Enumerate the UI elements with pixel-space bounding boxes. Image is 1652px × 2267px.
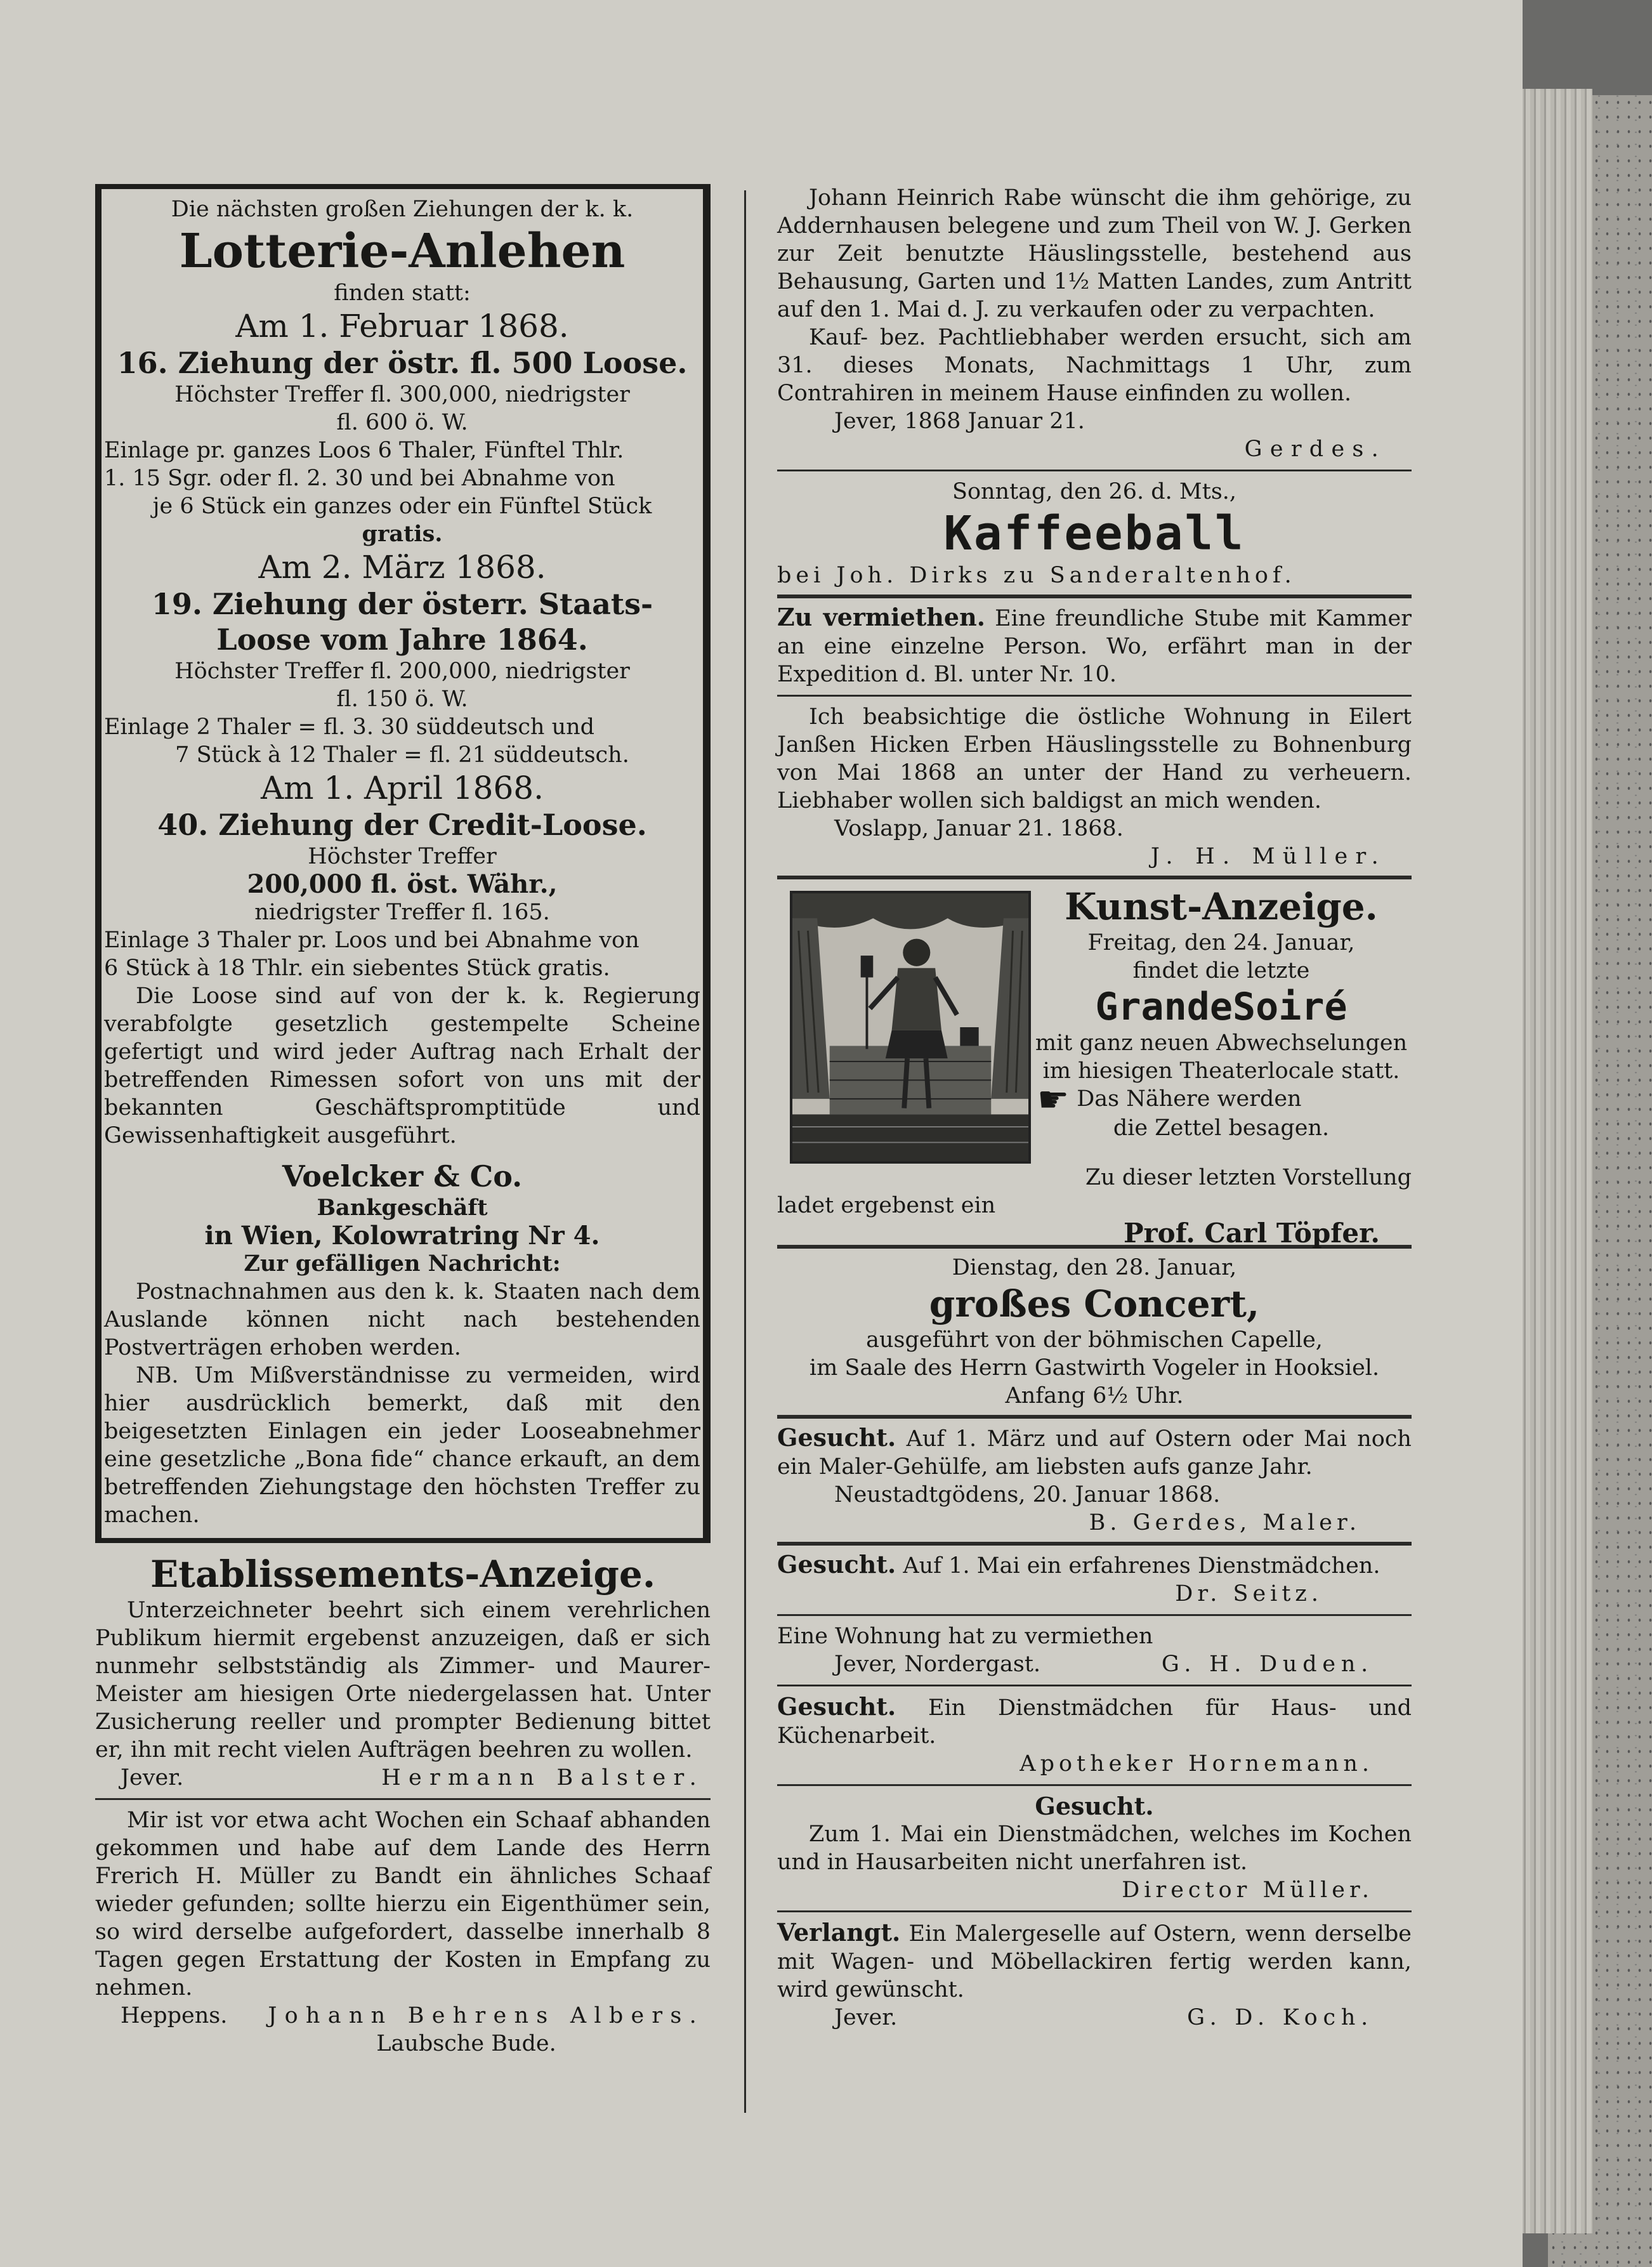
kaffee-line: bei Joh. Dirks zu Sanderaltenhof. (777, 563, 1296, 588)
rabe-signer: Gerdes. (1244, 437, 1386, 462)
divider (777, 876, 1412, 879)
draw3-line: niedrigster Treffer fl. 165. (254, 900, 550, 925)
column-rule (744, 190, 746, 2113)
draw1-line: Einlage pr. ganzes Loos 6 Thaler, Fünftel Thlr. (104, 438, 624, 463)
verlangt-signer: G. D. Koch. (1187, 2005, 1373, 2030)
draw1-line: gratis. (362, 521, 443, 547)
lottery-title: Lotterie-Anlehen (179, 224, 626, 279)
schaaf-place: Heppens. (121, 2003, 228, 2028)
concert-line: ausgeführt von der böhmischen Capelle, (866, 1327, 1323, 1353)
gesucht1-body: Auf 1. März und auf Ostern oder Mai noch ein Maler-Gehülfe, am liebsten aufs ganze Jahr. (777, 1426, 1412, 1480)
concert-date: Dienstag, den 28. Januar, (952, 1255, 1237, 1280)
divider (777, 1685, 1412, 1686)
gesucht4-head: Gesucht. (1035, 1792, 1154, 1820)
vermiethen-body: Eine freundliche Stube mit Kammer an eine einzelne Person. Wo, erfährt man in der Expedition d. Bl. unter Nr. 10. (777, 606, 1412, 687)
gesucht1-head: Gesucht. (777, 1423, 896, 1452)
kunst-line: Das Nähere werden (1077, 1086, 1302, 1112)
duden-body: Eine Wohnung hat zu vermiethen (777, 1624, 1153, 1649)
notice-heading: Zur gefälligen Nachricht: (244, 1251, 561, 1277)
kunst-title: Kunst-Anzeige. (1065, 885, 1378, 928)
draw2-line: 7 Stück à 12 Thaler = fl. 21 süddeutsch. (175, 742, 629, 768)
duden-signer: G. H. Duden. (1161, 1652, 1373, 1677)
etab-title: Etablissements-Anzeige. (150, 1553, 656, 1596)
concert-line: Anfang 6½ Uhr. (1005, 1383, 1184, 1409)
etab-place: Jever. (121, 1765, 184, 1791)
divider (777, 1910, 1412, 1912)
gesucht2-signer: Dr. Seitz. (1175, 1581, 1323, 1607)
kaffee-title: Kaffeeball (943, 506, 1245, 561)
draw1-line: je 6 Stück ein ganzes oder ein Fünftel Stück (152, 494, 652, 519)
firm-address: in Wien, Kolowratring Nr 4. (204, 1221, 600, 1251)
kunst-advert (777, 884, 1412, 1249)
gesucht3-signer: Apotheker Hornemann. (1019, 1751, 1373, 1777)
nb-text: NB. Um Mißverständnisse zu vermeiden, wird hier ausdrücklich bemerkt, daß mit den beigesetzten Einlagen ein jeder Looseabnehmer eine gesetzliche „Bona fide“ chance erkauft, an dem betreffenden Ziehungstage den höchsten Treffer zu machen. (104, 1363, 700, 1528)
wohnung-signer: J. H. Müller. (1150, 844, 1386, 869)
verlangt-place: Jever. (834, 2005, 898, 2030)
right-column (777, 184, 1412, 2032)
gesucht3-body: Ein Dienstmädchen für Haus- und Küchenarbeit. (777, 1695, 1412, 1749)
gesucht1-signer: B. Gerdes, Maler. (1089, 1510, 1361, 1535)
kunst-grande: GrandeSoiré (1095, 985, 1347, 1029)
divider (777, 470, 1412, 471)
draw2-date: Am 2. März 1868. (258, 549, 546, 586)
divider (777, 595, 1412, 598)
kaffee-date: Sonntag, den 26. d. Mts., (952, 479, 1237, 504)
draw2-line: fl. 150 ö. W. (336, 687, 468, 712)
kunst-line: Zu dieser letzten Vorstellung (1085, 1165, 1412, 1190)
wohnung-date: Voslapp, Januar 21. 1868. (834, 816, 1124, 841)
kunst-line: mit ganz neuen Abwechselungen (1035, 1030, 1408, 1056)
concert-title: großes Concert, (929, 1282, 1260, 1325)
gesucht3-head: Gesucht. (777, 1692, 896, 1721)
kunst-line: im hiesigen Theaterlocale statt. (1042, 1058, 1400, 1084)
draw1-line: 1. 15 Sgr. oder fl. 2. 30 und bei Abnahme von (104, 466, 615, 491)
left-column (95, 184, 711, 2058)
draw3-line: Einlage 3 Thaler pr. Loos und bei Abnahme von (104, 928, 639, 953)
etab-body: Unterzeichneter beehrt sich einem verehrlichen Publikum hiermit ergebenst anzuzeigen, daß er sich nunmehr selbstständig als Zimmer- und Maurer-Meister am hiesigen Orte niedergelassen hat. Unter Zusicherung reeller und prompter Bedienung bittet er, ihn mit recht vielen Aufträgen beehren zu wollen. (95, 1598, 711, 1763)
kunst-signer: Prof. Carl Töpfer. (1123, 1218, 1380, 1249)
draw2-title: 19. Ziehung der österr. Staats- (151, 587, 653, 621)
pointing-hand-icon: ☛ (1037, 1079, 1070, 1120)
kunst-line: ladet ergebenst ein (777, 1193, 996, 1218)
magician-woodcut-icon (790, 891, 1031, 1164)
draw3-line: Höchster Treffer (308, 844, 497, 869)
gesucht2-body: Auf 1. Mai ein erfahrenes Dienstmädchen. (903, 1553, 1380, 1579)
rabe-date: Jever, 1868 Januar 21. (834, 409, 1085, 434)
draw3-line: 6 Stück à 18 Thlr. ein siebentes Stück gratis. (104, 956, 610, 981)
kunst-line: Freitag, den 24. Januar, (1087, 930, 1355, 956)
divider (777, 1784, 1412, 1786)
schaaf-signer2: Laubsche Bude. (376, 2031, 556, 2056)
gesucht4-body: Zum 1. Mai ein Dienstmädchen, welches im Kochen und in Hausarbeiten nicht unerfahren ist. (777, 1822, 1412, 1875)
gesucht1-date: Neustadtgödens, 20. Januar 1868. (834, 1482, 1221, 1508)
lottery-finden: finden statt: (334, 280, 471, 306)
draw2-line: Höchster Treffer fl. 200,000, niedrigster (174, 659, 630, 684)
schaaf-body: Mir ist vor etwa acht Wochen ein Schaaf abhanden gekommen und habe auf dem Lande des Herrn Frerich H. Müller zu Bandt ein ähnliches Schaaf wieder gefunden; sollte hierzu ein Eigenthümer sein, so wird derselbe aufgefordert, dasselbe innerhalb 8 Tagen gegen Erstattung der Kosten in Empfang zu nehmen. (95, 1808, 711, 2001)
etab-signer: Hermann Balster. (381, 1765, 704, 1791)
lottery-body: Die Loose sind auf von der k. k. Regierung verabfolgte gesetzlich gestempelte Scheine gefertigt und wird jeder Auftrag nach Erhalt der betreffenden Rimessen sofort von uns mit der bekannten Geschäftspromptitüde und Gewissenhaftigkeit ausgeführt. (104, 983, 700, 1148)
draw1-line: fl. 600 ö. W. (336, 410, 468, 435)
firm-name: Voelcker & Co. (282, 1159, 523, 1193)
rabe-body2: Kauf- bez. Pachtliebhaber werden ersucht, sich am 31. dieses Monats, Nachmittags 1 Uhr, zum Contrahiren in meinem Hause einfinden zu wollen. (777, 325, 1412, 406)
draw2-line: Einlage 2 Thaler = fl. 3. 30 süddeutsch und (104, 714, 595, 740)
wohnung-body: Ich beabsichtige die östliche Wohnung in Eilert Janßen Hicken Erben Häuslingsstelle zu Bohnenburg von Mai 1868 an unter der Hand zu verheuern. Liebhaber wollen sich baldigst an mich wenden. (777, 704, 1412, 813)
concert-line: im Saale des Herrn Gastwirth Vogeler in Hooksiel. (809, 1355, 1380, 1381)
draw3-date: Am 1. April 1868. (260, 770, 544, 806)
gesucht2-head: Gesucht. (777, 1550, 896, 1579)
draw2-title: Loose vom Jahre 1864. (216, 622, 588, 657)
divider (777, 1614, 1412, 1616)
divider (777, 695, 1412, 697)
gesucht4-signer: Director Müller. (1122, 1877, 1373, 1903)
draw1-date: Am 1. Februar 1868. (235, 308, 569, 345)
divider (777, 1415, 1412, 1419)
verlangt-head: Verlangt. (777, 1918, 901, 1947)
kunst-line: findet die letzte (1132, 958, 1310, 983)
draw3-line: 200,000 fl. öst. Währ., (247, 869, 558, 899)
rabe-body: Johann Heinrich Rabe wünscht die ihm gehörige, zu Addernhausen belegene und zum Theil von W. J. Gerken zur Zeit benutzte Häuslingsstelle, bestehend aus Behausung, Garten und 1½ Matten Landes, zum Antritt auf den 1. Mai d. J. zu verkaufen oder zu verpachten. (777, 185, 1412, 322)
kunst-line: die Zettel besagen. (1113, 1115, 1330, 1141)
verlangt-body: Ein Malergeselle auf Ostern, wenn derselbe mit Wagen- und Möbellackiren fertig werden kann, wird gewünscht. (777, 1921, 1412, 2002)
lottery-advert (95, 184, 711, 1543)
schaaf-signer: Johann Behrens Albers. (268, 2003, 704, 2028)
draw1-title: 16. Ziehung der östr. fl. 500 Loose. (117, 346, 688, 380)
divider (777, 1542, 1412, 1546)
vermiethen-head: Zu vermiethen. (777, 603, 985, 631)
divider (95, 1798, 711, 1800)
notice-text: Postnachnahmen aus den k. k. Staaten nach dem Auslande können nicht nach bestehenden Postverträgen erhoben werden. (104, 1279, 700, 1360)
duden-place: Jever, Nordergast. (834, 1652, 1041, 1677)
lottery-intro: Die nächsten großen Ziehungen der k. k. (171, 197, 634, 222)
firm-bank: Bankgeschäft (317, 1195, 488, 1221)
draw3-title: 40. Ziehung der Credit-Loose. (157, 808, 647, 842)
draw1-line: Höchster Treffer fl. 300,000, niedrigster (174, 382, 630, 407)
